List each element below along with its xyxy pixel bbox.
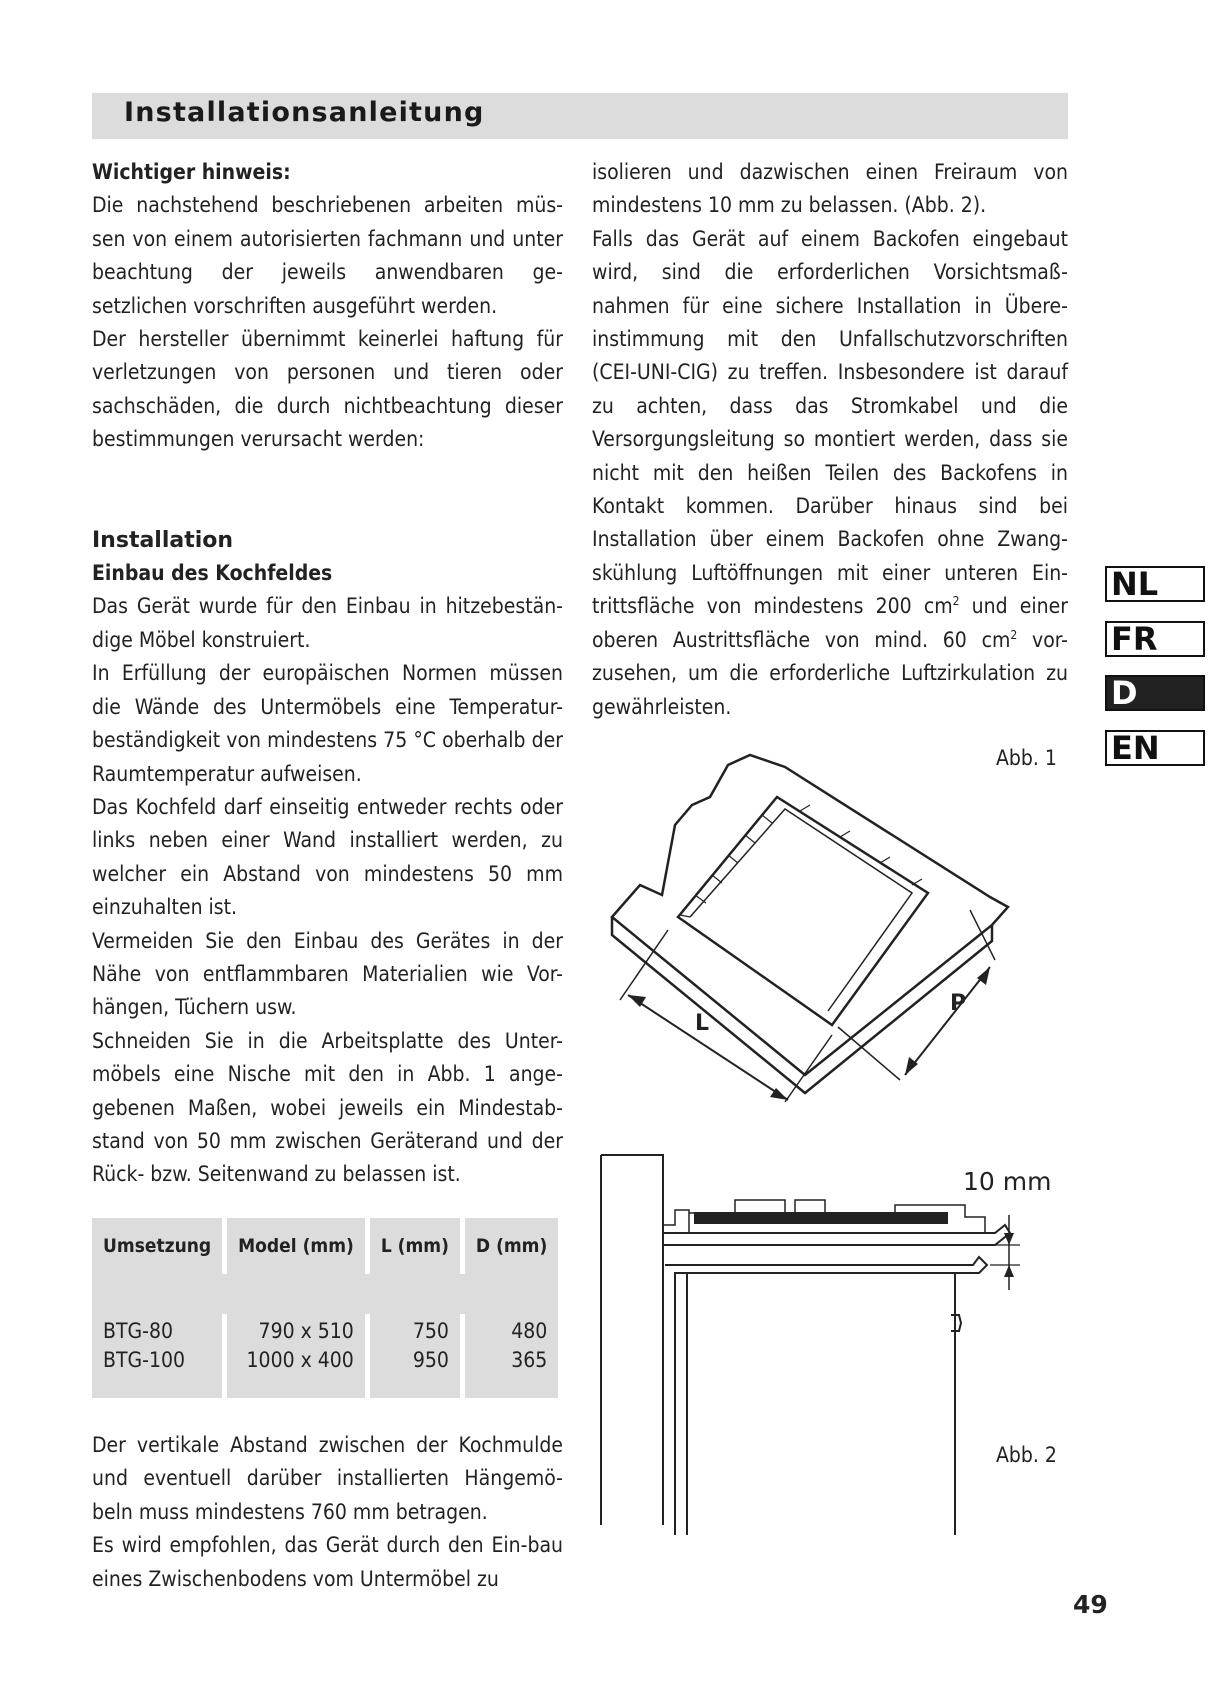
superscript: 2 bbox=[952, 594, 960, 609]
paragraph: Vermeiden Sie den Einbau des Gerätes in der Nähe von entflammbaren Materialien wie Vor-hängen, Tüchern usw. bbox=[92, 928, 563, 1020]
paragraph: Das Kochfeld darf einseitig entweder rechts oder links neben einer Wand installiert werden, zu welcher ein Abstand von mindestens 50 mm einzuhalten ist. bbox=[92, 794, 563, 920]
paragraph: Der vertikale Abstand zwischen der Kochmulde und eventuell darüber installierten Hängemö-beln muss mindestens 760 mm betragen. bbox=[92, 1433, 563, 1524]
paragraph: Der hersteller übernimmt keinerlei haftung für verletzungen von personen und tieren oder sachschäden, die durch nichtbeachtung dieser bestimmungen verursacht werden: bbox=[92, 327, 563, 452]
language-tab-en[interactable]: EN bbox=[1105, 730, 1205, 766]
figure-caption: Abb. 1 bbox=[996, 746, 1057, 770]
table-cell: 480 bbox=[465, 1314, 558, 1348]
notice-heading: Wichtiger hinweis: bbox=[92, 160, 291, 184]
table-cell: 950 bbox=[370, 1348, 460, 1398]
paragraph-part: Falls das Gerät auf einem Backofen eingebaut wird, sind die erforderlichen Vorsichtsmaß-nahmen für eine sichere Installation in Übere-instimmung mit den Unfallschutzvorschriften (CEI-UNI-CIG) zu treffen. Insbesondere ist darauf zu achten, dass das Stromkabel und die Versorgungsleitung so montiert werden, dass sie nicht mit den heißen Teilen des Backofens in Kontakt kommen. Darüber hinaus sind bei Installation über einem Backofen ohne Zwang-skühlung Luftöffnungen mit einer unteren Ein-trittsfläche von mindestens 200 cm bbox=[592, 226, 1068, 619]
paragraph: isolieren und dazwischen einen Freiraum von mindestens 10 mm zu belassen. (Abb. 2). bbox=[592, 160, 1068, 218]
figure-2-section-diagram bbox=[595, 1145, 1075, 1535]
table-header: D (mm) bbox=[465, 1218, 558, 1274]
countertop bbox=[663, 1225, 1010, 1245]
paragraph: Schneiden Sie in die Arbeitsplatte des Unter-möbels eine Nische mit den in Abb. 1 ange-gebenen Maßen, wobei jeweils ein Mindestab-stand von 50 mm zwischen Geräterand und der Rück- bzw. Seitenwand zu belassen ist. bbox=[92, 1028, 563, 1187]
table-row bbox=[92, 1314, 558, 1348]
paragraph: Es wird empfohlen, das Gerät durch den Ein-bau eines Zwischenbodens vom Untermöbel zu bbox=[92, 1533, 563, 1591]
right-column bbox=[592, 156, 1068, 724]
figure-1-cutout-diagram bbox=[600, 745, 1020, 1105]
table-header: Umsetzung bbox=[92, 1218, 222, 1274]
table-cell: 790 x 510 bbox=[227, 1314, 365, 1348]
table-cell: BTG-80 bbox=[92, 1314, 222, 1348]
label-p: P bbox=[950, 991, 967, 1016]
table-cell: BTG-100 bbox=[92, 1348, 222, 1398]
section-heading: Installation bbox=[92, 527, 234, 553]
arrow-head bbox=[1004, 1265, 1014, 1277]
table-row bbox=[92, 1274, 558, 1314]
label-l: L bbox=[695, 1011, 710, 1036]
table-cell: 365 bbox=[465, 1348, 558, 1398]
paragraph: Die nachstehend beschriebenen arbeiten müs-sen von einem autorisierten fachmann und unter beachtung der jeweils anwendbaren ge-setzlichen vorschriften ausgeführt werden. bbox=[92, 193, 563, 318]
paragraph-part: und einer oberen Austrittsfläche von mind. 60 cm bbox=[592, 594, 1068, 652]
table-header-row bbox=[92, 1218, 558, 1274]
paragraph: Das Gerät wurde für den Einbau in hitzebestän-dige Möbel konstruiert. bbox=[92, 594, 563, 652]
page-number: 49 bbox=[1073, 1590, 1108, 1619]
left-column bbox=[92, 156, 563, 1192]
figure-caption: Abb. 2 bbox=[996, 1443, 1057, 1467]
table-cell: 1000 x 400 bbox=[227, 1348, 365, 1398]
hob-surface bbox=[695, 1213, 947, 1223]
superscript: 2 bbox=[1010, 627, 1018, 642]
language-tab-d[interactable]: D bbox=[1105, 675, 1205, 711]
lower-left-column bbox=[92, 1429, 563, 1596]
title-band bbox=[92, 93, 1068, 139]
paragraph-part: vor-zusehen, um die erforderliche Luftzirkulation zu gewährleisten. bbox=[592, 627, 1068, 719]
wall bbox=[601, 1155, 663, 1525]
paragraph bbox=[592, 223, 1068, 724]
cabinet bbox=[665, 1257, 987, 1535]
language-tab-fr[interactable]: FR bbox=[1105, 621, 1205, 657]
dimensions-table bbox=[87, 1218, 563, 1398]
table-header: Model (mm) bbox=[227, 1218, 365, 1274]
page-title: Installationsanleitung bbox=[124, 97, 485, 128]
subsection-heading: Einbau des Kochfeldes bbox=[92, 561, 333, 586]
table-header: L (mm) bbox=[370, 1218, 460, 1274]
language-tab-nl[interactable]: NL bbox=[1105, 566, 1205, 602]
table-row bbox=[92, 1348, 558, 1398]
dimension-label: 10 mm bbox=[963, 1167, 1052, 1196]
arrow-head bbox=[1004, 1233, 1014, 1245]
table-cell: 750 bbox=[370, 1314, 460, 1348]
spacer bbox=[92, 457, 563, 524]
paragraph: In Erfüllung der europäischen Normen müssen die Wände des Untermöbels eine Temperatur-beständigkeit von mindestens 75 °C oberhalb der Raumtemperatur aufweisen. bbox=[92, 661, 563, 786]
